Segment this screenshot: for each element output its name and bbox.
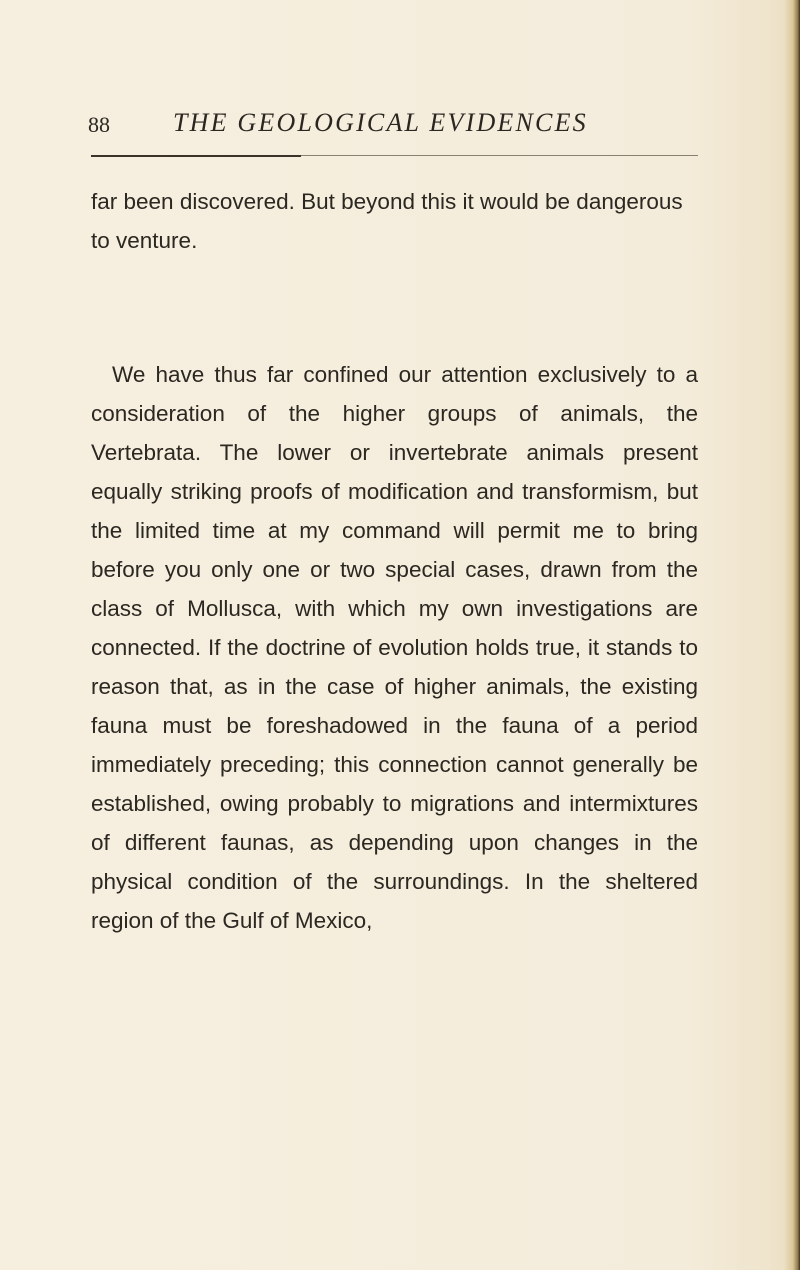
running-title: THE GEOLOGICAL EVIDENCES bbox=[173, 108, 588, 137]
paragraph-mollusca: We have thus far confined our attention exclusively to a consideration of the higher groups of animals, the Vertebrata. The lower or invertebrate animals present equally striking proofs of modification and transformism, but the limited time at my command will permit me to bring before you only one or two special cases, drawn from the class of Mollusca, with which my own investigations are connected. If the doctrine of evolution holds true, it stands to reason that, as in the case of higher animals, the existing fauna must be foreshadowed in the fauna of a period immediately preceding; this connection cannot generally be established, owing probably to migrations and intermixtures of different faunas, as depending upon changes in the physical condition of the surroundings. In the sheltered region of the Gulf of Mexico, bbox=[91, 362, 698, 933]
page-header bbox=[88, 108, 708, 148]
page-edge-shadow bbox=[784, 0, 800, 1270]
header-rule-accent bbox=[91, 155, 301, 157]
paragraph-continuation: far been discovered. But beyond this it would be dangerous to venture. bbox=[91, 189, 683, 253]
page-number: 88 bbox=[88, 112, 110, 137]
